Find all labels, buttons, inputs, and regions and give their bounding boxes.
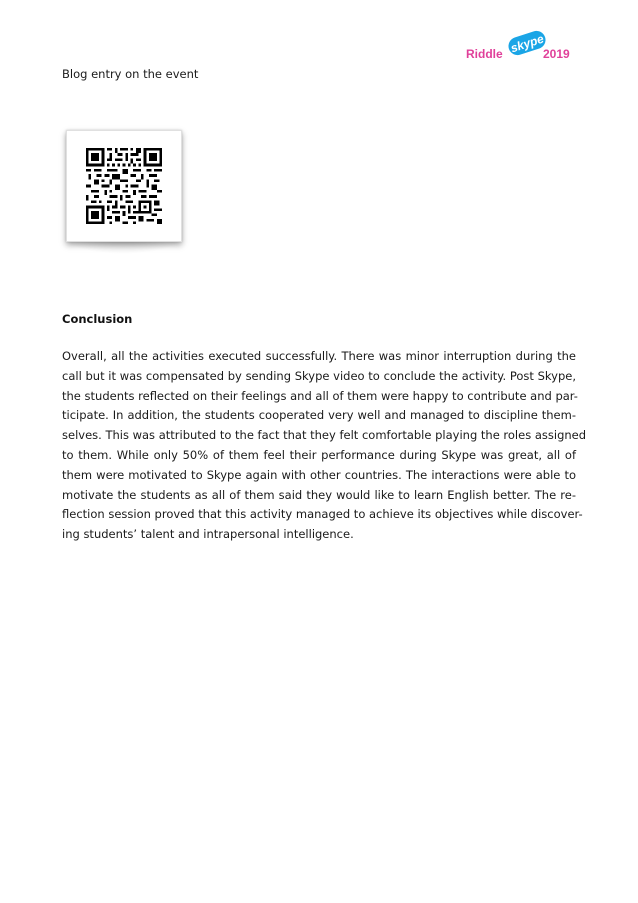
conclusion-heading: Conclusion: [62, 312, 133, 326]
conclusion-paragraph: [62, 347, 587, 545]
logo-riddle-text: Riddle: [466, 47, 503, 61]
paragraph-line: motivate the students as all of them said they would like to learn English better. The re-: [62, 487, 576, 502]
paragraph-line: ticipate. In addition, the students cooperated very well and managed to discipline them-: [62, 408, 576, 423]
qr-code-icon[interactable]: [86, 148, 162, 224]
paragraph-line: Overall, all the activities executed successfully. There was minor interruption during the: [62, 349, 576, 363]
qr-code-frame[interactable]: [66, 130, 182, 242]
paragraph-line: selves. This was attributed to the fact that they felt comfortable playing the roles assigned: [62, 428, 587, 443]
paragraph-line: the students reflected on their feelings and all of them were happy to contribute and par-: [62, 388, 578, 403]
logo-year-text: 2019: [543, 47, 570, 61]
blog-entry-label: Blog entry on the event: [62, 67, 199, 81]
paragraph-line: ing students’ talent and intrapersonal intelligence.: [62, 527, 354, 542]
paragraph-line: flection session proved that this activity managed to achieve its objectives while discover-: [62, 507, 583, 522]
paragraph-line: to them. While only 50% of them feel their performance during Skype was great, all of: [62, 447, 576, 462]
logo-skype-text: skype: [508, 31, 546, 56]
paragraph-line: them were motivated to Skype again with other countries. The interactions were able to: [62, 467, 576, 482]
paragraph-line: call but it was compensated by sending Skype video to conclude the activity. Post Skype,: [62, 368, 576, 383]
riddle-skype-2019-logo: [455, 31, 585, 68]
